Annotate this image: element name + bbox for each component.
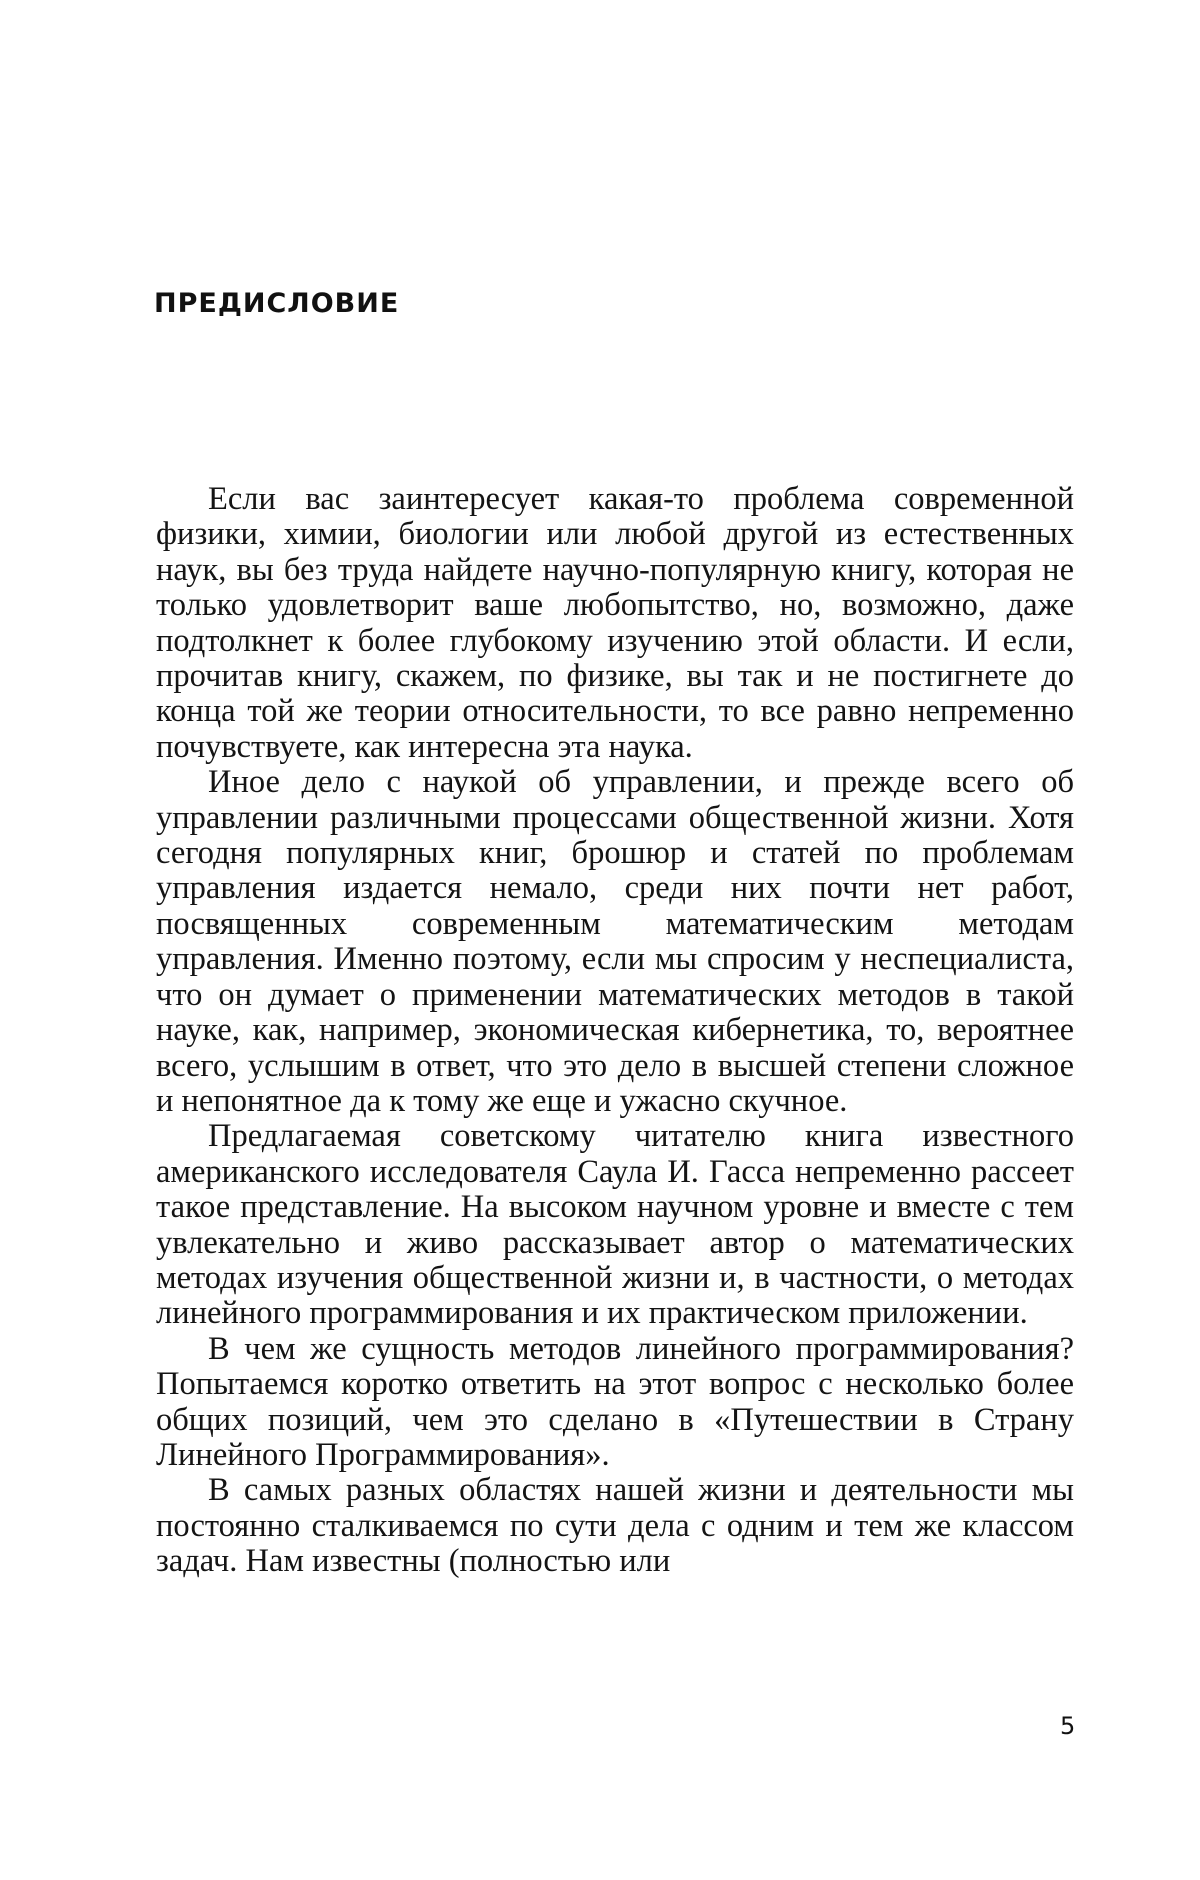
page-title: ПРЕДИСЛОВИЕ xyxy=(154,288,399,319)
paragraph: Предлагаемая советскому читателю книга известного американского исследователя Саула И. Гасса непременно рассеет такое представление. На высоком научном уровне и вместе с тем увлекательно и живо рассказывает автор о математических методах изучения общественной жизни и, в частности, о методах линейного программирования и их практическом приложении. xyxy=(156,1119,1074,1331)
paragraph: В самых разных областях нашей жизни и деятельности мы постоянно сталкиваемся по сути дела с одним и тем же классом задач. Нам известны (полностью или xyxy=(156,1473,1074,1579)
book-page xyxy=(0,0,1200,1880)
paragraph: В чем же сущность методов линейного программирования? Попытаемся коротко ответить на этот вопрос с несколько более общих позиций, чем это сделано в «Путешествии в Страну Линейного Программирования». xyxy=(156,1332,1074,1474)
paragraph: Иное дело с наукой об управлении, и прежде всего об управлении различными процессами общественной жизни. Хотя сегодня популярных книг, брошюр и статей по проблемам управления издается немало, среди них почти нет работ, посвященных современным математическим методам управления. Именно поэтому, если мы спросим у неспециалиста, что он думает о применении математических методов в такой науке, как, например, экономическая кибернетика, то, вероятнее всего, услышим в ответ, что это дело в высшей степени сложное и непонятное да к тому же еще и ужасно скучное. xyxy=(156,765,1074,1119)
paragraph: Если вас заинтересует какая-то проблема современной физики, химии, биологии или любой другой из естественных наук, вы без труда найдете научно-популярную книгу, которая не только удовлетворит ваше любопытство, но, возможно, даже подтолкнет к более глубокому изучению этой области. И если, прочитав книгу, скажем, по физике, вы так и не постигнете до конца той же теории относительности, то все равно непременно почувствуете, как интересна эта наука. xyxy=(156,482,1074,765)
body-text xyxy=(156,482,1074,1580)
page-number: 5 xyxy=(1060,1712,1075,1740)
